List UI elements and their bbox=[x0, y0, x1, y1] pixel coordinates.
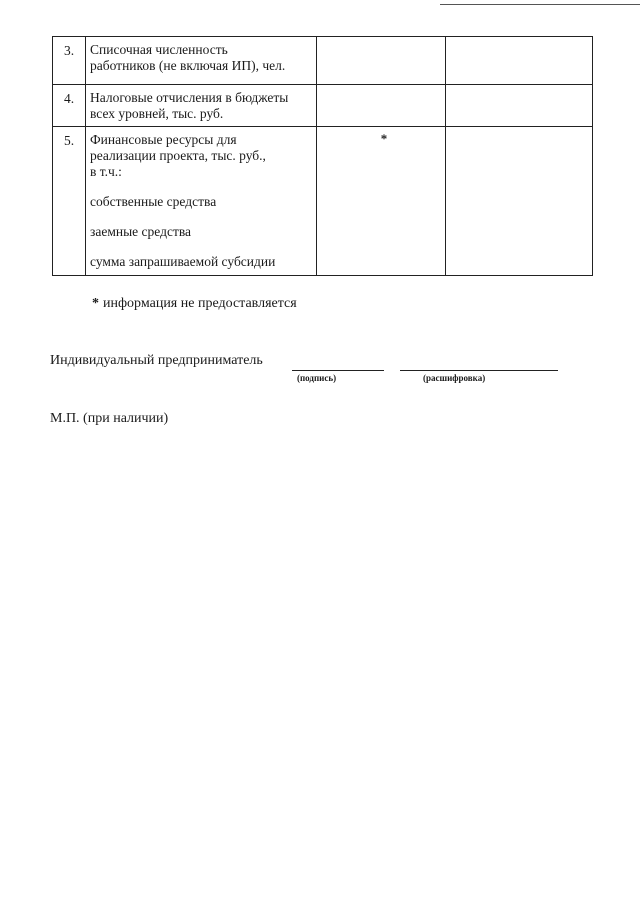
table-row bbox=[53, 85, 593, 127]
row-number: 5. bbox=[63, 133, 75, 148]
row-name bbox=[86, 37, 316, 74]
value-cell-2 bbox=[446, 127, 593, 276]
value-cell-1 bbox=[317, 37, 446, 85]
footnote-star: * bbox=[92, 296, 99, 311]
row-name-cell bbox=[86, 37, 317, 85]
top-rule bbox=[440, 4, 640, 5]
value-cell-1 bbox=[317, 85, 446, 127]
stamp-label: М.П. (при наличии) bbox=[50, 411, 169, 426]
sub-item-borrowed-funds: заемные средства bbox=[90, 224, 192, 239]
sub-item-requested-subsidy: сумма запрашиваемой субсидии bbox=[90, 254, 276, 269]
footnote bbox=[92, 296, 297, 312]
row-name bbox=[86, 85, 316, 122]
row-name-line: реализации проекта, тыс. руб., bbox=[90, 148, 266, 163]
row-name-cell bbox=[86, 127, 317, 276]
row-number-cell bbox=[53, 127, 86, 276]
value-cell-1 bbox=[317, 127, 446, 276]
row-name bbox=[86, 127, 316, 180]
name-decode-line[interactable] bbox=[400, 370, 558, 371]
row-number-cell bbox=[53, 37, 86, 85]
value-cell-2 bbox=[446, 37, 593, 85]
decode-caption: (расшифровка) bbox=[423, 373, 486, 383]
data-table bbox=[52, 36, 593, 276]
row-name-line: Финансовые ресурсы для bbox=[90, 132, 237, 147]
signature-line[interactable] bbox=[292, 370, 384, 371]
sub-item-own-funds: собственные средства bbox=[90, 194, 217, 209]
row-name-line: в т.ч.: bbox=[90, 164, 122, 179]
table-row bbox=[53, 37, 593, 85]
signature-caption: (подпись) bbox=[297, 373, 337, 383]
signatory-label: Индивидуальный предприниматель bbox=[50, 353, 263, 368]
value-cell-2 bbox=[446, 85, 593, 127]
row-number: 4. bbox=[63, 91, 75, 106]
row-name-cell bbox=[86, 85, 317, 127]
row-name-line: всех уровней, тыс. руб. bbox=[90, 106, 224, 121]
row-number: 3. bbox=[63, 43, 75, 58]
row-name-line: работников (не включая ИП), чел. bbox=[90, 58, 286, 73]
row-name-line: Налоговые отчисления в бюджеты bbox=[90, 90, 289, 105]
row-number-cell bbox=[53, 85, 86, 127]
footnote-text: информация не предоставляется bbox=[103, 296, 297, 311]
table-row bbox=[53, 127, 593, 276]
not-provided-mark: * bbox=[380, 131, 388, 146]
row-name-line: Списочная численность bbox=[90, 42, 228, 57]
